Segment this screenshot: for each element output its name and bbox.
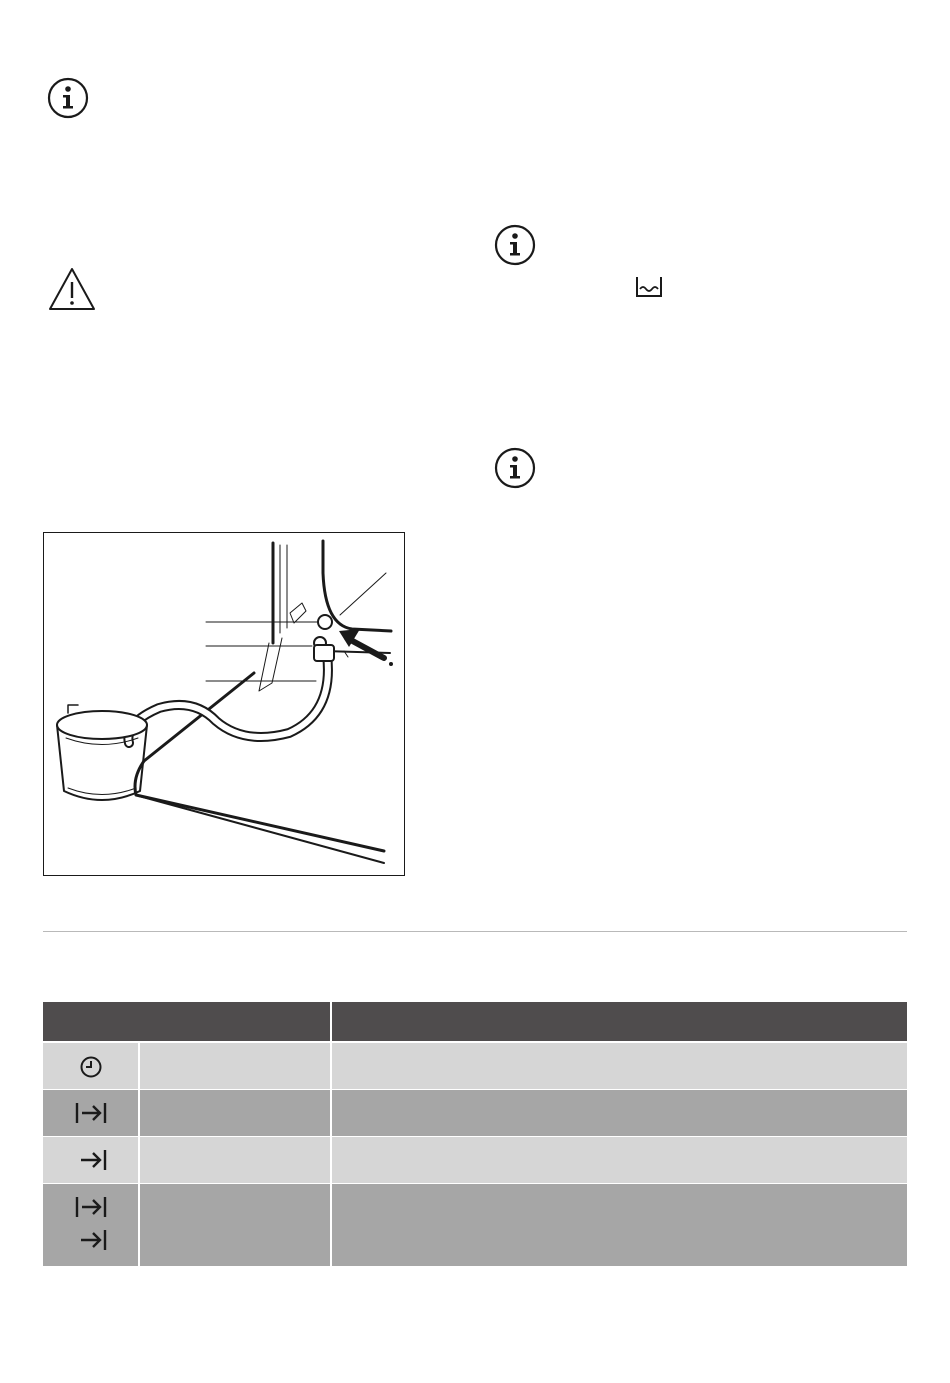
info-icon	[494, 224, 536, 266]
end-time-icon	[43, 1148, 138, 1172]
duration-icon	[43, 1101, 138, 1125]
water-tank-icon	[634, 275, 664, 299]
info-icon	[494, 447, 536, 489]
table-row	[43, 1043, 907, 1089]
info-icon	[47, 77, 89, 119]
water-drain-illustration	[43, 532, 405, 876]
duration-icon	[43, 1195, 138, 1219]
warning-icon	[47, 266, 97, 312]
table-row	[43, 1137, 907, 1183]
section-divider	[43, 931, 907, 932]
table-row	[43, 1090, 907, 1136]
header-cell-description	[332, 1002, 907, 1041]
clock-icon	[43, 1056, 138, 1078]
table-row	[43, 1184, 907, 1266]
header-cell-symbol	[43, 1002, 330, 1041]
table-header	[43, 1002, 907, 1041]
end-time-icon	[43, 1228, 138, 1252]
